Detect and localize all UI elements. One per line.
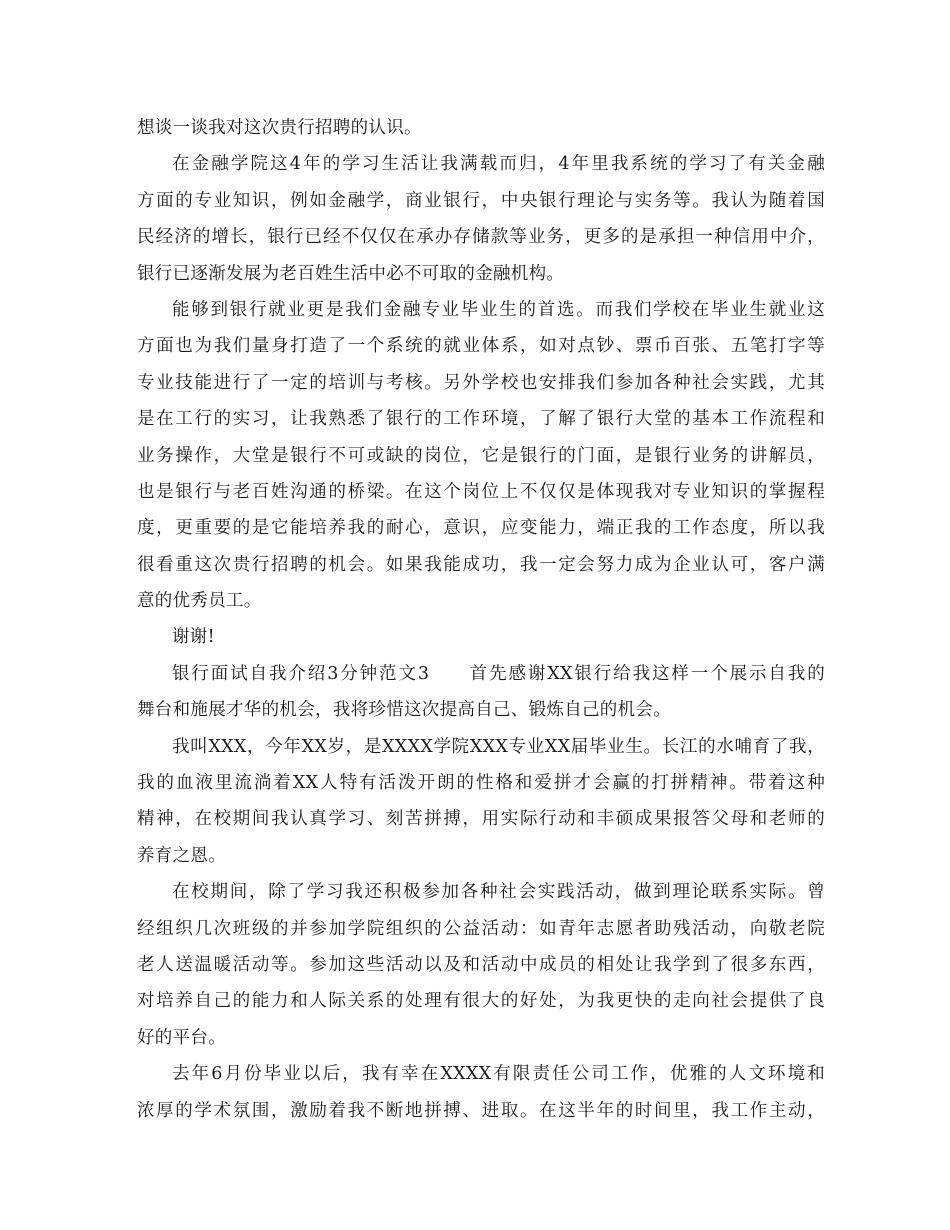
text-line: 去年6月份毕业以后，我有幸在XXXX有限责任公司工作，优雅的人文环境和 — [172, 1064, 825, 1085]
text-line: 浓厚的学术氛围，激励着我不断地拼搏、进取。在这半年的时间里，我工作主动， — [137, 1100, 825, 1121]
text-line: 舞台和施展才华的机会，我将珍惜这次提高自己、锻炼自己的机会。 — [137, 700, 671, 721]
text-line: 方面的专业知识，例如金融学，商业银行，中央银行理论与实务等。我认为随着国 — [137, 190, 825, 211]
text-line: 银行面试自我介绍3分钟范文3 首先感谢XX银行给我这样一个展示自我的 — [172, 663, 825, 684]
text-line: 很看重这次贵行招聘的机会。如果我能成功，我一定会努力成为企业认可，客户满 — [137, 554, 825, 575]
text-line: 养育之恩。 — [137, 845, 226, 866]
text-line: 是在工行的实习，让我熟悉了银行的工作环境，了解了银行大堂的基本工作流程和 — [137, 409, 825, 430]
text-line: 民经济的增长，银行已经不仅仅在承办存储款等业务，更多的是承担一种信用中介， — [137, 227, 825, 248]
text-line: 我叫XXX，今年XX岁，是XXXX学院XXX专业XX届毕业生。长江的水哺育了我， — [172, 736, 825, 757]
text-line: 精神，在校期间我认真学习、刻苦拼搏，用实际行动和丰硕成果报答父母和老师的 — [137, 809, 825, 830]
text-line: 能够到银行就业更是我们金融专业毕业生的首选。而我们学校在毕业生就业这 — [172, 299, 825, 320]
text-line: 经组织几次班级的并参加学院组织的公益活动：如青年志愿者助残活动，向敬老院 — [137, 918, 825, 939]
text-line: 也是银行与老百姓沟通的桥梁。在这个岗位上不仅仅是体现我对专业知识的掌握程 — [137, 481, 825, 502]
text-line: 方面也为我们量身打造了一个系统的就业体系，如对点钞、票币百张、五笔打字等 — [137, 336, 825, 357]
text-line: 对培养自己的能力和人际关系的处理有很大的好处，为我更快的走向社会提供了良 — [137, 991, 825, 1012]
text-line: 好的平台。 — [137, 1027, 226, 1048]
text-line: 在校期间，除了学习我还积极参加各种社会实践活动，做到理论联系实际。曾 — [172, 882, 825, 903]
text-line: 我的血液里流淌着XX人特有活泼开朗的性格和爱拼才会赢的打拼精神。带着这种 — [137, 773, 825, 794]
text-line: 老人送温暖活动等。参加这些活动以及和活动中成员的相处让我学到了很多东西， — [137, 954, 825, 975]
text-line: 业务操作，大堂是银行不可或缺的岗位，它是银行的门面，是银行业务的讲解员， — [137, 445, 825, 466]
text-line: 在金融学院这4年的学习生活让我满载而归，4年里我系统的学习了有关金融 — [172, 154, 825, 175]
text-line: 意的优秀员工。 — [137, 591, 262, 612]
text-line: 银行已逐渐发展为老百姓生活中必不可取的金融机构。 — [137, 263, 565, 284]
document-body — [137, 110, 825, 1129]
text-line: 专业技能进行了一定的培训与考核。另外学校也安排我们参加各种社会实践，尤其 — [137, 372, 825, 393]
text-line: 想谈一谈我对这次贵行招聘的认识。 — [137, 118, 422, 138]
text-line: 谢谢! — [172, 627, 215, 648]
text-line: 度，更重要的是它能培养我的耐心，意识，应变能力，端正我的工作态度，所以我 — [137, 518, 825, 539]
